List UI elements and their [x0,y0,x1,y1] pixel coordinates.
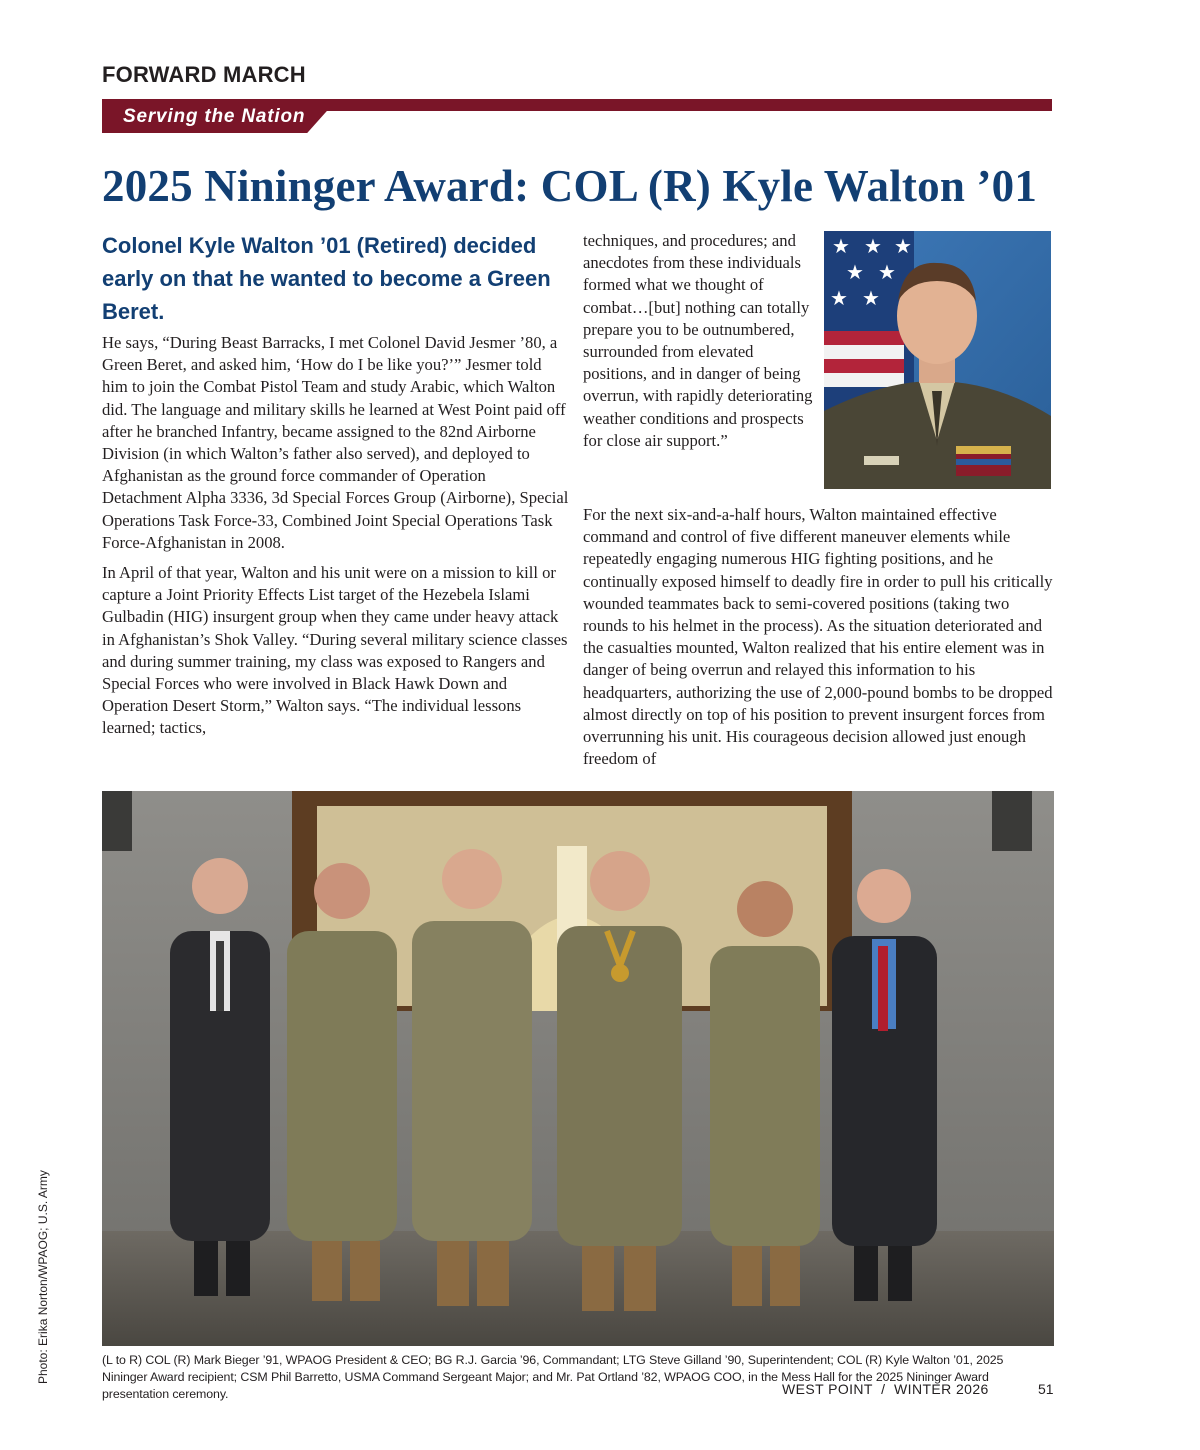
group-photo [102,791,1054,1346]
svg-text:★: ★ [864,234,882,258]
left-column [102,332,570,748]
article-deck: Colonel Kyle Walton ’01 (Retired) decided early on that he wanted to become a Green Beret. [102,233,551,324]
svg-text:★: ★ [846,260,864,284]
walton-portrait-photo [824,231,1051,489]
photo-caption: (L to R) COL (R) Mark Bieger ’91, WPAOG President & CEO; BG R.J. Garcia ’96, Commandant; LTG Steve Gilland ’90, Superintendent; COL (R) Kyle Walton ’01, 2025 Nininger Award recipient; CSM Phil Barretto, USMA Command Sergeant Major; and Mr. Pat Ortland ’82, WPAOG COO, in the Mess Hall for the 2025 Nininger Award presentation ceremony. [102,1353,1004,1401]
right-column-bottom [583,504,1053,770]
svg-text:★: ★ [894,234,912,258]
section-banner [102,99,1052,133]
svg-text:★: ★ [832,234,850,258]
page-number: 51 [1038,1381,1054,1397]
publication-footer: WEST POINT / WINTER 2026 [782,1381,989,1397]
svg-text:★: ★ [878,260,896,284]
paragraph: He says, “During Beast Barracks, I met Colonel David Jesmer ’80, a Green Beret, and asked him, ‘How do I be like you?’” Jesmer told him to join the Combat Pistol Team and study Arabic, which Walton did. The language and military skills he learned at West Point paid off after he branched Infantry, became assigned to the 82nd Airborne Division (in which Walton’s father also served), and deployed to Afghanistan as the ground force commander of Operation Detachment Alpha 3336, 3d Special Forces Group (Airborne), Special Operations Task Force-33, Combined Joint Special Operations Task Force-Afghanistan in 2008. [102,333,569,552]
paragraph: techniques, and procedures; and anecdotes from these individuals formed what we thought of combat…[but] nothing can totally prepare you to be outnumbered, surrounded from elevated positions, and in danger of being overrun, with rapidly deteriorating weather conditions and prospects for close air support.” [583,231,813,450]
banner-label: Serving the Nation [123,106,306,127]
right-column-top [583,230,815,452]
article-title: 2025 Nininger Award: COL (R) Kyle Walton ’01 [102,161,1038,211]
svg-text:★: ★ [862,286,880,310]
svg-text:★: ★ [830,286,848,310]
paragraph: For the next six-and-a-half hours, Walton maintained effective command and control of five different maneuver elements while repeatedly engaging numerous HIG fighting positions, and he continually exposed himself to deadly fire in order to pull his critically wounded teammates back to semi-covered positions (taking two rounds to his helmet in the process). As the situation deteriorated and the casualties mounted, Walton realized that his entire element was in danger of being overrun and relayed this information to his headquarters, authorizing the use of 2,000-pound bombs to be dropped almost directly on top of his position to prevent insurgent forces from overrunning his unit. His courageous decision allowed just enough freedom of [583,505,1053,769]
section-label: FORWARD MARCH [102,62,306,87]
photo-credit: Photo: Erika Norton/WPAOG; U.S. Army [36,1170,50,1384]
paragraph: In April of that year, Walton and his unit were on a mission to kill or capture a Joint Priority Effects List target of the Hezebela Islami Gulbadin (HIG) insurgent group when they came under heavy attack in Afghanistan’s Shok Valley. “During several military science classes and during summer training, my class was exposed to Rangers and Special Forces who were involved in Black Hawk Down and Operation Desert Storm,” Walton says. “The individual lessons learned; tactics, [102,563,568,738]
